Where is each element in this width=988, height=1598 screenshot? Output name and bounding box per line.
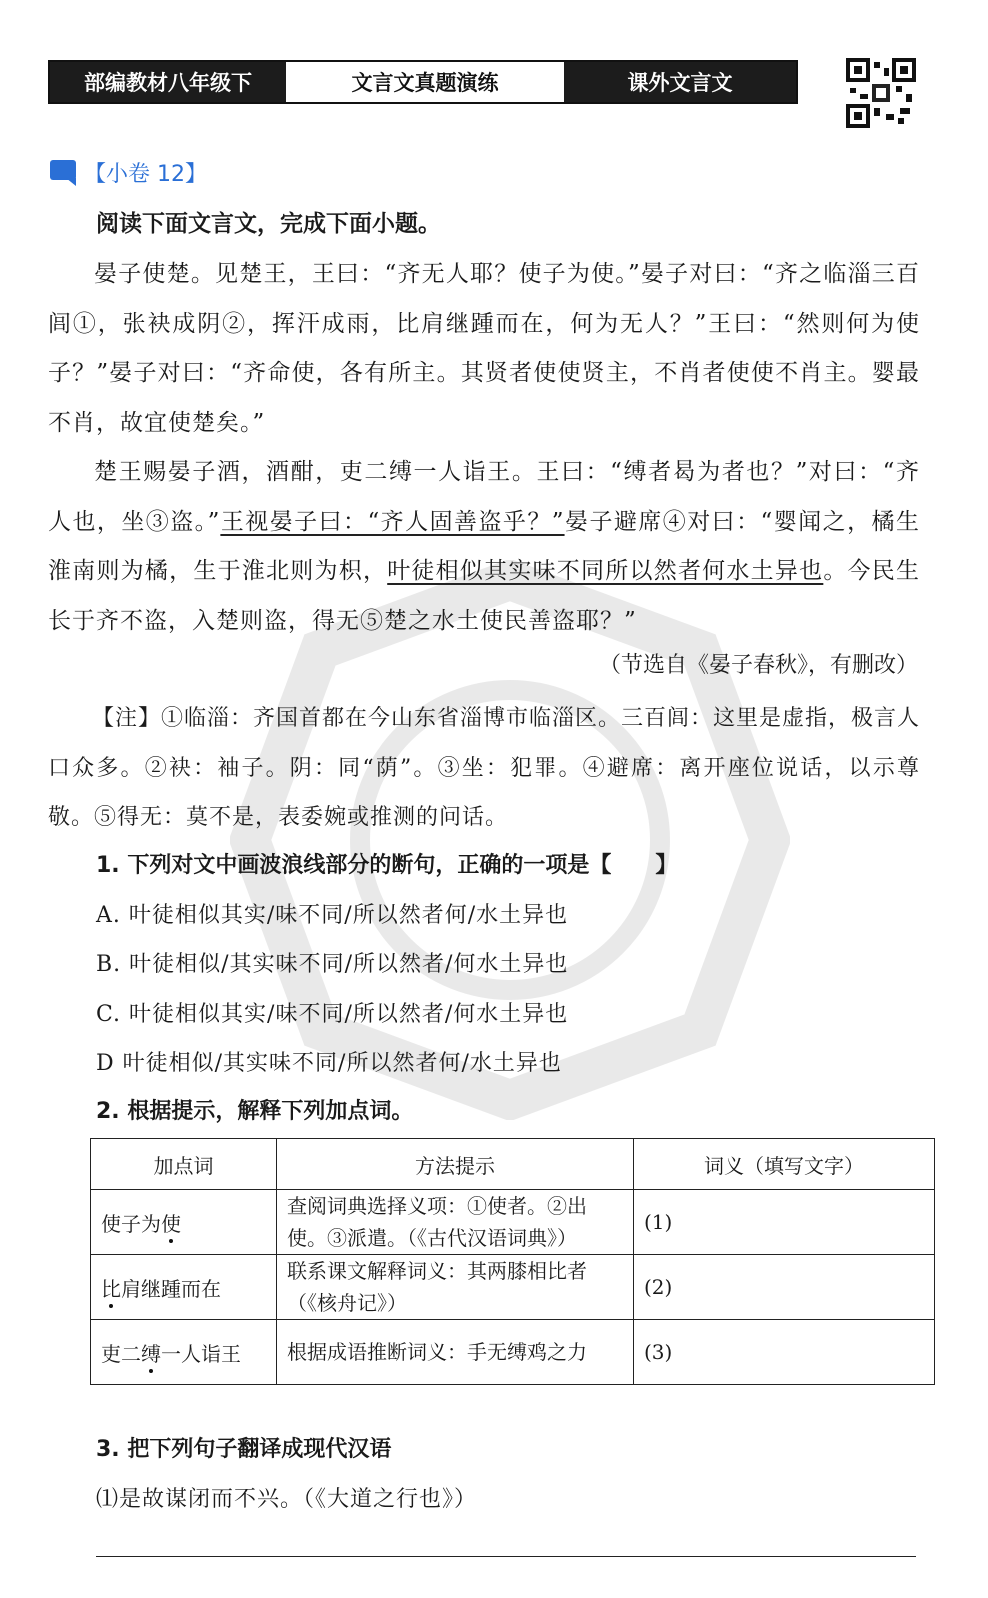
header-method: 方法提示	[277, 1139, 634, 1190]
section-tag	[48, 152, 207, 192]
answer-cell[interactable]: (3)	[634, 1320, 935, 1385]
table-row	[91, 1255, 935, 1320]
passage-text-2c: 。今民生长于齐不盗，入楚则盗，得无⑤楚之水土使民善盗耶？”	[48, 558, 921, 634]
answer-cell[interactable]: (2)	[634, 1255, 935, 1320]
passage-text-1: 晏子使楚。见楚王，王曰：“齐无人耶？使子为使。”晏子对曰：“齐之临淄三百闾①，张袂成阴②，挥汗成雨，比肩继踵而在，何为无人？”王曰：“然则何为使子？”晏子对曰：“齐命使，各有所主。其贤者使使贤主，不肖者使使不肖主。婴最不肖，故宜使楚矣。”	[48, 261, 920, 436]
grade-label: 部编教材八年级下	[50, 62, 286, 102]
question-3-stem: 3. 把下列句子翻译成现代汉语	[96, 1437, 392, 1462]
hint-cell: 查阅词典选择义项：①使者。②出使。③派遣。（《古代汉语词典》）	[277, 1190, 634, 1255]
option-c[interactable]: C. 叶徒相似其实/味不同/所以然者/何水土异也	[96, 1002, 569, 1027]
option-a[interactable]: A. 叶徒相似其实/味不同/所以然者何/水土异也	[96, 903, 569, 928]
wavy-underlined-sentence: 叶徒相似其实味不同所以然者何水土异也	[387, 558, 824, 584]
qr-code-icon	[846, 58, 916, 128]
table-row	[91, 1190, 935, 1255]
table-row	[91, 1320, 935, 1385]
question-2-stem: 2. 根据提示，解释下列加点词。	[96, 1099, 414, 1124]
bookmark-icon	[48, 156, 80, 188]
word-cell	[91, 1255, 277, 1320]
passage-text-2a: 楚王赐晏子酒，酒酣，吏二缚一人诣王。王曰：“缚者曷为者也？”对曰：“齐人也，坐③盗。”	[48, 459, 920, 535]
answer-cell[interactable]: (1)	[634, 1190, 935, 1255]
header-word: 加点词	[91, 1139, 277, 1190]
option-d[interactable]: D 叶徒相似/其实味不同/所以然者何/水土异也	[96, 1051, 562, 1076]
option-b[interactable]: B. 叶徒相似/其实味不同/所以然者/何水土异也	[96, 952, 569, 977]
table-header-row	[91, 1139, 935, 1190]
word-cell	[91, 1190, 277, 1255]
passage-text-2b: 晏子避席④对曰：“婴闻之，橘生淮南则为橘，生于淮北则为枳，	[48, 508, 920, 584]
word-cell	[91, 1320, 277, 1385]
annotations	[48, 694, 920, 843]
word-meaning-table	[90, 1138, 935, 1385]
answer-line[interactable]	[96, 1556, 916, 1557]
word-post: 肩继踵而在	[121, 1276, 221, 1301]
dotted-word: 比	[101, 1273, 121, 1302]
source-citation: （节选自《晏子春秋》，有删改）	[598, 653, 918, 678]
instruction: 阅读下面文言文，完成下面小题。	[96, 211, 441, 237]
hint-cell: 联系课文解释词义：其两膝相比者（《核舟记》）	[277, 1255, 634, 1320]
header-meaning: 词义（填写文字）	[634, 1139, 935, 1190]
word-pre: 使子为	[101, 1211, 161, 1236]
question-3-item-1: ⑴是故谋闭而不兴。（《大道之行也》）	[96, 1487, 478, 1512]
dotted-word: 使	[161, 1208, 181, 1237]
category-label: 课外文言文	[564, 62, 796, 102]
word-post: 一人诣王	[161, 1341, 241, 1366]
passage-text-2	[48, 448, 920, 646]
question-1-stem: 1. 下列对文中画波浪线部分的断句，正确的一项是【 】	[96, 853, 678, 878]
exercise-title: 文言文真题演练	[286, 62, 564, 102]
header-bar	[48, 60, 798, 104]
hint-cell: 根据成语推断词义：手无缚鸡之力	[277, 1320, 634, 1385]
word-pre: 吏二	[101, 1341, 141, 1366]
passage-paragraph-2	[48, 448, 920, 646]
dotted-word: 缚	[141, 1338, 161, 1367]
annotations-text: 【注】①临淄：齐国首都在今山东省淄博市临淄区。三百闾：这里是虚指，极言人口众多。②袂：袖子。阴：同“荫”。③坐：犯罪。④避席：离开座位说话，以示尊敬。⑤得无：莫不是，表委婉或推测的问话。	[48, 706, 921, 830]
section-tag-label: 【小卷 12】	[84, 161, 207, 187]
underlined-sentence: 王视晏子曰：“齐人固善盗乎？”	[220, 508, 565, 535]
passage-paragraph-1	[48, 250, 920, 448]
